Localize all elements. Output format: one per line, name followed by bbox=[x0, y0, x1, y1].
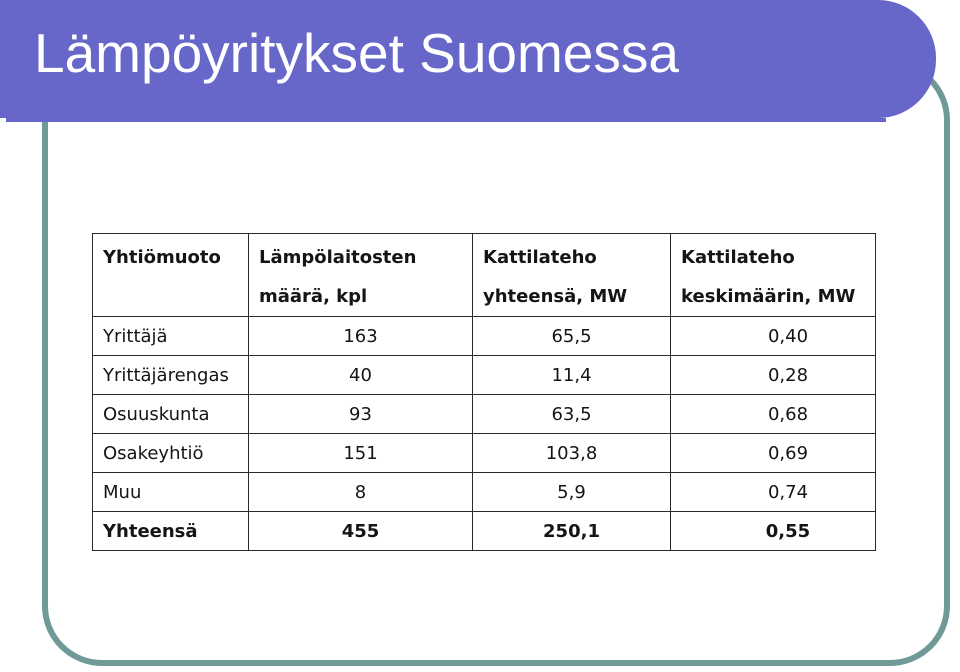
table-row bbox=[93, 356, 876, 395]
cell-company-type: Osakeyhtiö bbox=[93, 434, 249, 473]
cell-plant-count: 93 bbox=[249, 395, 473, 434]
table-row bbox=[93, 473, 876, 512]
cell-plant-count: 151 bbox=[249, 434, 473, 473]
table-row bbox=[93, 317, 876, 356]
header-cell-boiler-average bbox=[671, 234, 876, 317]
cell-boiler-total: 63,5 bbox=[473, 395, 671, 434]
cell-company-type: Yrittäjä bbox=[93, 317, 249, 356]
header-line: Yhtiömuoto bbox=[103, 247, 221, 268]
header-line: Kattilateho bbox=[681, 247, 795, 268]
header-cell-plant-count bbox=[249, 234, 473, 317]
cell-company-type: Osuuskunta bbox=[93, 395, 249, 434]
cell-boiler-average: 0,69 bbox=[671, 434, 876, 473]
cell-total-plant-count: 455 bbox=[249, 512, 473, 551]
table-total-row bbox=[93, 512, 876, 551]
table-row bbox=[93, 434, 876, 473]
header-line: Lämpölaitosten bbox=[259, 247, 417, 268]
header-cell-boiler-total bbox=[473, 234, 671, 317]
cell-total-label: Yhteensä bbox=[93, 512, 249, 551]
header-line: määrä, kpl bbox=[259, 286, 368, 307]
cell-company-type: Yrittäjärengas bbox=[93, 356, 249, 395]
title-bar bbox=[0, 0, 936, 118]
title-underline bbox=[6, 118, 886, 122]
cell-total-average: 0,55 bbox=[671, 512, 876, 551]
cell-boiler-total: 103,8 bbox=[473, 434, 671, 473]
header-line: keskimäärin, MW bbox=[681, 286, 856, 307]
cell-boiler-average: 0,74 bbox=[671, 473, 876, 512]
cell-boiler-average: 0,68 bbox=[671, 395, 876, 434]
header-cell-company-type bbox=[93, 234, 249, 317]
cell-total-boiler: 250,1 bbox=[473, 512, 671, 551]
cell-boiler-total: 5,9 bbox=[473, 473, 671, 512]
table-header-row bbox=[93, 234, 876, 317]
table-row bbox=[93, 395, 876, 434]
cell-plant-count: 8 bbox=[249, 473, 473, 512]
data-table bbox=[92, 233, 876, 551]
header-line: yhteensä, MW bbox=[483, 286, 628, 307]
cell-boiler-average: 0,40 bbox=[671, 317, 876, 356]
cell-plant-count: 163 bbox=[249, 317, 473, 356]
slide-title: Lämpöyritykset Suomessa bbox=[34, 22, 679, 84]
header-line: Kattilateho bbox=[483, 247, 597, 268]
cell-plant-count: 40 bbox=[249, 356, 473, 395]
cell-boiler-total: 11,4 bbox=[473, 356, 671, 395]
cell-company-type: Muu bbox=[93, 473, 249, 512]
cell-boiler-total: 65,5 bbox=[473, 317, 671, 356]
cell-boiler-average: 0,28 bbox=[671, 356, 876, 395]
